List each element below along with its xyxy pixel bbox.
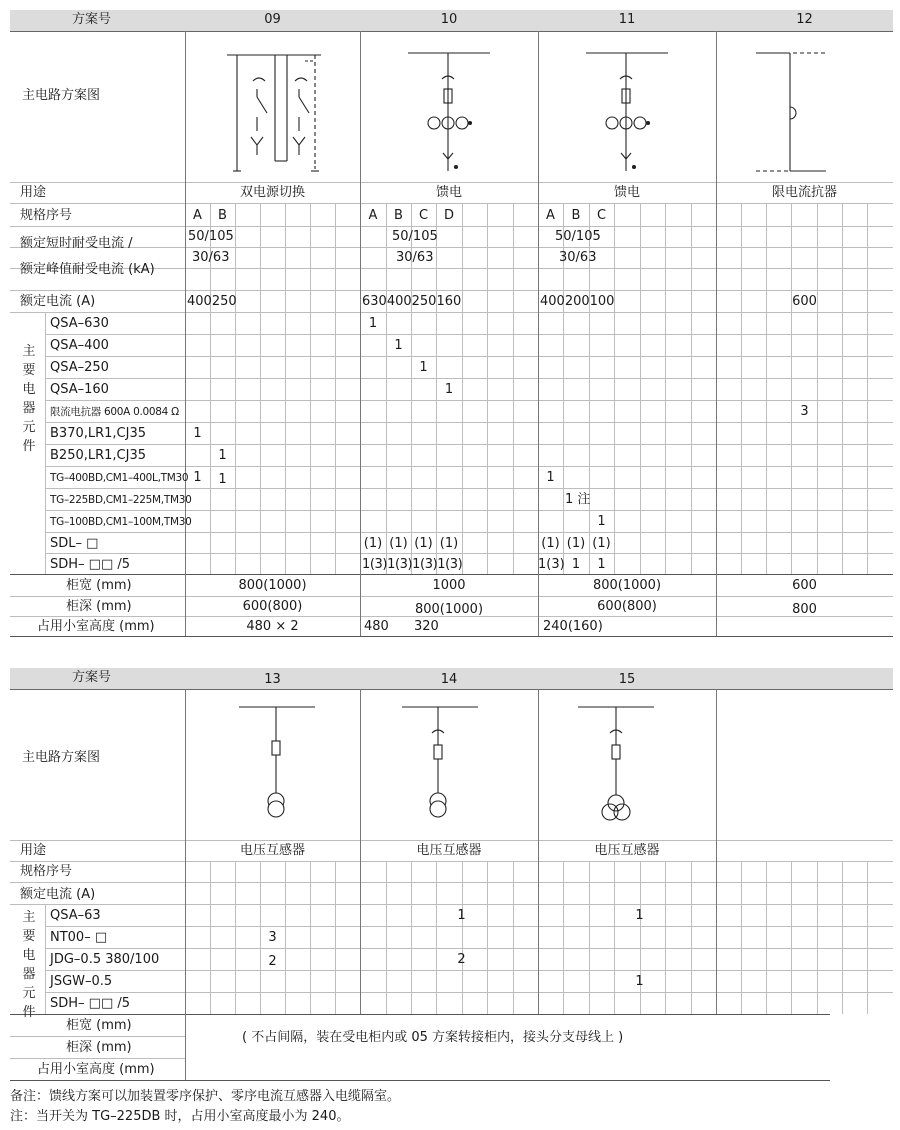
row-label-components-group: 主要电器元件 [22,344,36,454]
cabinet-width-12: 600 [792,578,817,593]
row-label-room-height: 占用小室高度 (mm) [37,619,155,634]
cell-b250-09b: 1 [218,448,227,463]
circuit-diagram-12 [716,31,893,182]
row-label-usage: 用途 [20,185,47,200]
row-label-diagram: 主电路方案图 [22,750,101,765]
row-label-rated-current: 额定电流 (A) [20,887,96,902]
header-scheme-label: 方案号 [72,670,112,685]
component-sdh: SDH– □□ /5 [50,557,131,572]
cell-jdg-14: 2 [457,952,466,967]
cabinet-depth-10: 800(1000) [414,602,484,617]
circuit-diagram-11 [538,31,716,182]
component-b370: B370,LR1,CJ35 [50,426,146,441]
usage-09: 双电源切换 [239,185,305,200]
component-qsa630: QSA–630 [50,316,109,331]
cell-tg400-09b: 1 [218,472,227,487]
footnote-remark: 备注：馈线方案可以加装置零序保护、零序电流互感器入电缆隔室。 [10,1089,401,1104]
row-label-peak-current: 额定峰值耐受电流 (kA) [20,262,155,277]
circuit-diagram-15 [538,689,716,840]
component-sdh: SDH– □□ /5 [50,996,131,1011]
peak-current-10: 30/63 [396,250,434,265]
row-label-components-group: 主要电器元件 [22,910,36,1020]
room-height-10a: 480 [364,619,389,634]
cabinet-width-11: 800(1000) [592,578,662,593]
component-tg225: TG–225BD,CM1–225M,TM30 [50,494,192,506]
component-jdg: JDG–0.5 380/100 [50,952,160,967]
header-scheme-09: 09 [264,12,281,27]
cell-b370-09a: 1 [193,426,202,441]
short-current-09: 50/105 [188,229,234,244]
cabinet-width-10: 1000 [432,578,466,593]
component-nt00: NT00– □ [50,930,108,945]
cell-sdl-10a: (1) [363,536,383,551]
cell-sdl-10c: (1) [414,536,433,551]
header-scheme-15: 15 [618,672,636,687]
component-qsa400: QSA–400 [50,338,109,353]
cell-sdl-11a: (1) [541,536,560,551]
row-label-cabinet-width: 柜宽 (mm) [66,578,132,593]
cell-sdl-11b: (1) [566,536,586,551]
row-label-usage: 用途 [20,843,47,858]
cabinet-width-09: 800(1000) [238,578,307,593]
cell-qsa63-14: 1 [457,908,466,923]
rated-current-11: 400200100 [540,294,615,309]
spec-11-c: C [596,208,607,223]
row-label-cabinet-width: 柜宽 (mm) [66,1018,132,1033]
cell-qsa400-10b: 1 [394,338,403,353]
cell-reactor-12: 3 [800,404,809,419]
usage-13: 电压互感器 [239,843,305,858]
cell-jdg-13: 2 [268,954,277,969]
spec-11-a: A [546,208,555,223]
row-label-diagram: 主电路方案图 [22,88,101,103]
component-tg400: TG–400BD,CM1–400L,TM30 [50,472,189,484]
component-qsa63: QSA–63 [50,908,101,923]
usage-10: 馈电 [435,185,462,200]
header-scheme-label: 方案号 [72,12,112,27]
row-label-cabinet-depth: 柜深 (mm) [66,1040,132,1055]
component-tg100: TG–100BD,CM1–100M,TM30 [50,516,192,528]
cell-qsa63-15: 1 [635,908,644,923]
header-scheme-14: 14 [440,672,458,687]
peak-current-11: 30/63 [559,250,597,265]
header-scheme-11: 11 [618,12,636,27]
cabinet-depth-12: 800 [792,602,817,617]
room-height-10b: 320 [414,619,439,634]
component-reactor: 限流电抗器 600A 0.0084 Ω [50,406,179,418]
component-jsgw: JSGW–0.5 [50,974,113,989]
row-label-cabinet-depth: 柜深 (mm) [66,599,132,614]
scheme-table-13-15 [10,668,893,1081]
merged-note: ( 不占间隔，装在受电柜内或 05 方案转接柜内，接头分支母线上 ) [242,1030,624,1045]
cell-qsa250-10c: 1 [419,360,428,375]
spec-09-b: B [218,208,227,223]
spec-09-a: A [193,208,202,223]
spec-10-b: B [394,208,403,223]
cell-sdl-10d: (1) [439,536,459,551]
scheme-table-09-12 [10,10,893,637]
rated-current-12: 600 [792,294,817,309]
component-b250: B250,LR1,CJ35 [50,448,146,463]
spec-10-d: D [443,208,454,223]
cell-sdl-11c: (1) [592,536,611,551]
circuit-diagram-13 [185,689,360,840]
component-qsa250: QSA–250 [50,360,109,375]
circuit-diagram-14 [360,689,538,840]
rated-current-09: 400250 [187,294,237,309]
usage-15: 电压互感器 [594,843,660,858]
cell-nt00-13: 3 [268,930,277,945]
cabinet-depth-11: 600(800) [597,599,657,614]
rated-current-10: 630400250160 [362,294,462,309]
cell-sdh-10: 1(3)1(3)1(3)1(3) [362,557,463,572]
component-sdl: SDL– □ [50,536,99,551]
row-label-spec: 规格序号 [20,864,73,879]
circuit-diagram-10 [360,31,538,182]
short-current-11: 50/105 [555,229,601,244]
footnote-note: 注：当开关为 TG–225DB 时，占用小室高度最小为 240。 [10,1109,350,1124]
peak-current-09: 30/63 [192,250,230,265]
spec-10-c: C [418,208,429,223]
cell-tg400-09a: 1 [193,470,202,485]
spec-10-a: A [368,208,378,223]
cell-sdh-11c: 1 [597,557,606,572]
cell-sdl-10b: (1) [389,536,408,551]
row-label-rated-current: 额定电流 (A) [20,294,96,309]
usage-12: 限电流抗器 [771,185,837,200]
cell-tg225-11b: 1 注 [565,492,591,507]
cell-qsa160-10d: 1 [444,382,454,397]
cell-tg100-11c: 1 [597,514,606,529]
short-current-10: 50/105 [392,229,438,244]
usage-14: 电压互感器 [416,843,482,858]
row-label-short-current: 额定短时耐受电流 / [20,236,133,251]
circuit-diagram-09 [185,31,360,182]
spec-11-b: B [571,208,581,223]
cabinet-depth-09: 600(800) [242,599,303,614]
row-label-spec: 规格序号 [20,208,73,223]
cell-sdh-11b: 1 [571,557,581,572]
cell-jsgw-15: 1 [635,974,644,989]
header-scheme-12: 12 [796,12,813,27]
component-qsa160: QSA–160 [50,382,109,397]
header-scheme-13: 13 [264,672,281,687]
header-scheme-10: 10 [440,12,458,27]
cell-qsa630-10a: 1 [368,316,378,331]
cell-sdh-11a: 1(3) [538,557,565,572]
room-height-09: 480 × 2 [246,619,299,634]
cell-tg400-11a: 1 [546,470,555,485]
room-height-11: 240(160) [543,619,603,634]
row-label-room-height: 占用小室高度 (mm) [37,1062,155,1077]
usage-11: 馈电 [613,185,640,200]
